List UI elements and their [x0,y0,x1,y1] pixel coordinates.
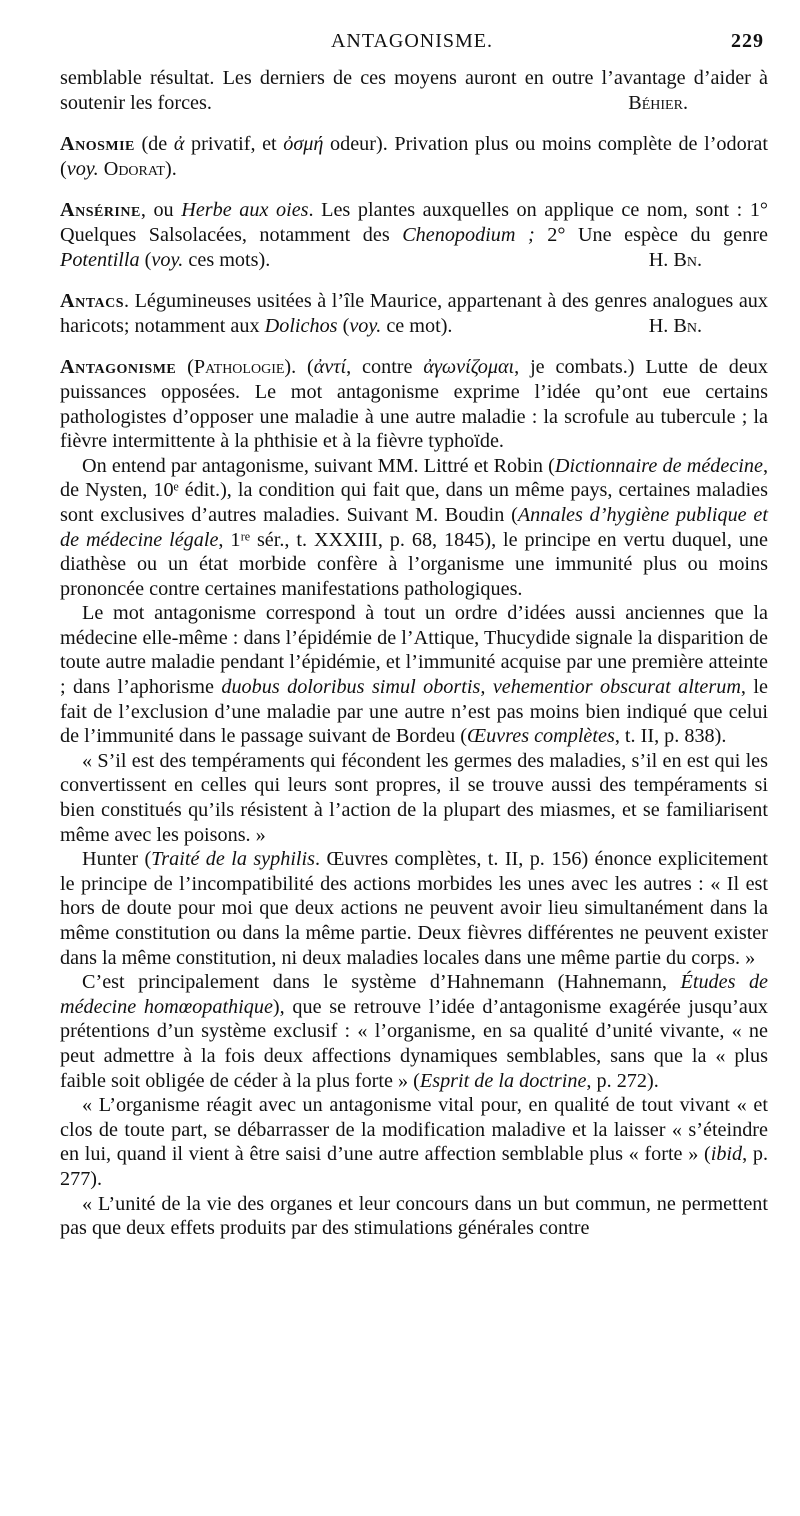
paragraph-text: , p. 272). [586,1069,659,1092]
paragraph-quote [60,1192,768,1241]
greek-word: ἀγωνίζομαι [423,356,515,379]
entry-text: ce mot). [381,314,453,337]
paragraph [60,970,768,1093]
paragraph [60,601,768,749]
voy-abbrev: voy. [151,248,184,271]
italic-term: Herbe aux oies [181,199,309,222]
section-label: Pathologie [193,356,285,379]
author-signature: H. Bn. [648,248,702,271]
entry-text: odeur). Privation plus ou moins complète de l’odorat ( [60,133,768,180]
paragraph-text: , de Nysten, 10ᵉ édit.), la condition qui fait que, dans un même pays, certaines maladies sont exclusives d’autres maladies. Suivant M. Boudin ( [60,454,769,526]
italic-title: Annales d’hygiène publique et de médecine légale [60,503,768,551]
entry-text: . Légumineuses usitées à l’île Maurice, appartenant à des genres analogues aux haricots; notamment aux [60,290,768,337]
italic-term: Dolichos [264,314,338,337]
entry-text: privatif, et [184,133,284,156]
page-number: 229 [731,30,764,52]
page-body [60,66,768,1241]
paragraph-quote [60,1093,768,1191]
paragraph-text: , 1ʳᵉ sér., t. XXXIII, p. 68, 1845), le principe en vertu duquel, une diathèse ou un état morbide confère à l’organisme une immunité plus ou moins prononcée contre certaines manifestations pathologiques. [60,528,768,600]
italic-title: Esprit de la doctrine [419,1069,587,1092]
running-title: ANTAGONISME. [330,30,494,52]
paragraph-text: , p. 277). [60,1143,769,1190]
italic-term: ibid [710,1143,743,1166]
entry-text: ( [176,356,194,379]
paragraph-text: « S’il est des tempéraments qui fécondent les germes des maladies, s’il en est qui les convertissent en celles qui leurs sont propres, il se trouve aussi des tempéraments si bien constitués qu’ils résistent à l’action de la plupart des miasmes, et se familiarisent même avec les poisons. » [60,749,768,846]
entry-antacs [60,289,768,338]
entry-text: , ou [140,199,182,222]
entry-text: ( [139,248,152,271]
paragraph [60,847,768,970]
voy-abbrev: voy. [66,157,99,180]
greek-word: ἀ [173,133,185,156]
entry-text: . Les plantes auxquelles on applique ce nom, sont : 1° Quelques Salsolacées, notamment des [60,199,768,246]
paragraph-text: Hunter ( [82,848,152,871]
author-signature: Béhier. [628,91,688,114]
voy-abbrev: voy. [349,314,382,337]
entry-text: (de [134,133,174,156]
paragraph-text: Le mot antagonisme correspond à tout un ordre d’idées aussi anciennes que la médecine elle-même : dans l’épidémie de l’Attique, Thucydide signale la disparition de toute autre maladie pendant l’épidémie, et l’immunité acquise par une première atteinte ; dans l’aphorisme [60,602,768,699]
author-signature: H. Bn. [648,314,702,337]
page-header [60,30,764,62]
paragraph-text: C’est principalement dans le système d’Hahnemann (Hahnemann, [82,971,681,994]
entry-text: ). ( [284,356,314,379]
italic-term: Potentilla [60,248,140,271]
entry-text: , je combats.) Lutte de deux puissances opposées. Le mot antagonisme exprime l’idée qu’ont eue certains pathologistes d’opposer une maladie à une autre maladie : la scrofule au tubercule ; la fièvre intermittente à la phthisie et à la fièvre typhoïde. [60,356,768,453]
italic-title: Œuvres complètes [467,725,615,748]
entry-headword: Ansérine [60,199,141,222]
entry-anosmie [60,132,768,181]
italic-title: Études de médecine homœopathique [60,971,769,1018]
italic-term: Chenopodium ; [402,223,535,246]
entry-text: ces mots). [183,248,271,271]
greek-word: ἀντί [313,356,347,379]
entry-anserine [60,198,768,272]
paragraph-continuation [60,66,768,115]
entry-antagonisme [60,355,768,453]
entry-text: , contre [346,356,424,379]
paragraph-text: , le fait de l’exclusion d’une maladie par une autre n’est pas moins bien indiqué que celui de l’immunité dans le passage suivant de Bordeu ( [60,676,768,748]
paragraph-text: « L’unité de la vie des organes et leur concours dans un but commun, ne permettent pas que deux effets produits par des stimulations générales contre [60,1192,768,1240]
paragraph-text: . Œuvres complètes, t. II, p. 156) énonce explicitement le principe de l’incompatibilité des actions morbides les unes avec les autres : « Il est hors de doute pour moi que deux actions ne peuvent avoir lieu simultanément dans la même constitution ou dans la même partie. Deux fièvres différentes ne peuvent exister dans la même constitution, ni deux maladies locales dans une même partie du corps. » [60,848,769,969]
paragraph [60,454,768,602]
paragraph-text: On entend par antagonisme, suivant MM. Littré et Robin ( [82,454,555,477]
paragraph-quote [60,749,768,847]
entry-text: ( [337,314,350,337]
entry-headword: Antacs [60,290,124,313]
italic-title: Traité de la syphilis [151,848,316,871]
paragraph-text: semblable résultat. Les derniers de ces moyens auront en outre l’avantage d’aider à soutenir les forces. [60,67,768,114]
entry-text: 2° Une espèce du genre [534,223,768,246]
entry-headword: Anosmie [60,133,135,156]
paragraph-text: « L’organisme réagit avec un antagonisme vital pour, en qualité de tout vivant « et clos de toute part, se débarrasser de la modification maladive et la laisser « s’éteindre en lui, quand il vient à être saisi d’une autre affection semblable plus « forte » ( [60,1094,768,1166]
entry-text: ). [164,157,177,180]
paragraph-text: ), que se retrouve l’idée d’antagonisme exagérée jusqu’aux prétentions d’un système exclusif : « l’organisme, en sa qualité d’unité vivante, « ne peut admettre à la fois deux affections dynamiques semblables, sans que la « plus faible soit obligée de céder à la plus forte » ( [60,995,769,1092]
italic-title: Dictionnaire de médecine [554,454,763,477]
greek-word: ὀσμή [283,133,324,156]
latin-quote: duobus doloribus simul obortis, vehementior obscurat alterum [221,676,741,699]
entry-headword: Antagonisme [60,356,177,379]
paragraph-text: , t. II, p. 838). [614,725,727,748]
cross-reference: Odorat [103,157,165,180]
